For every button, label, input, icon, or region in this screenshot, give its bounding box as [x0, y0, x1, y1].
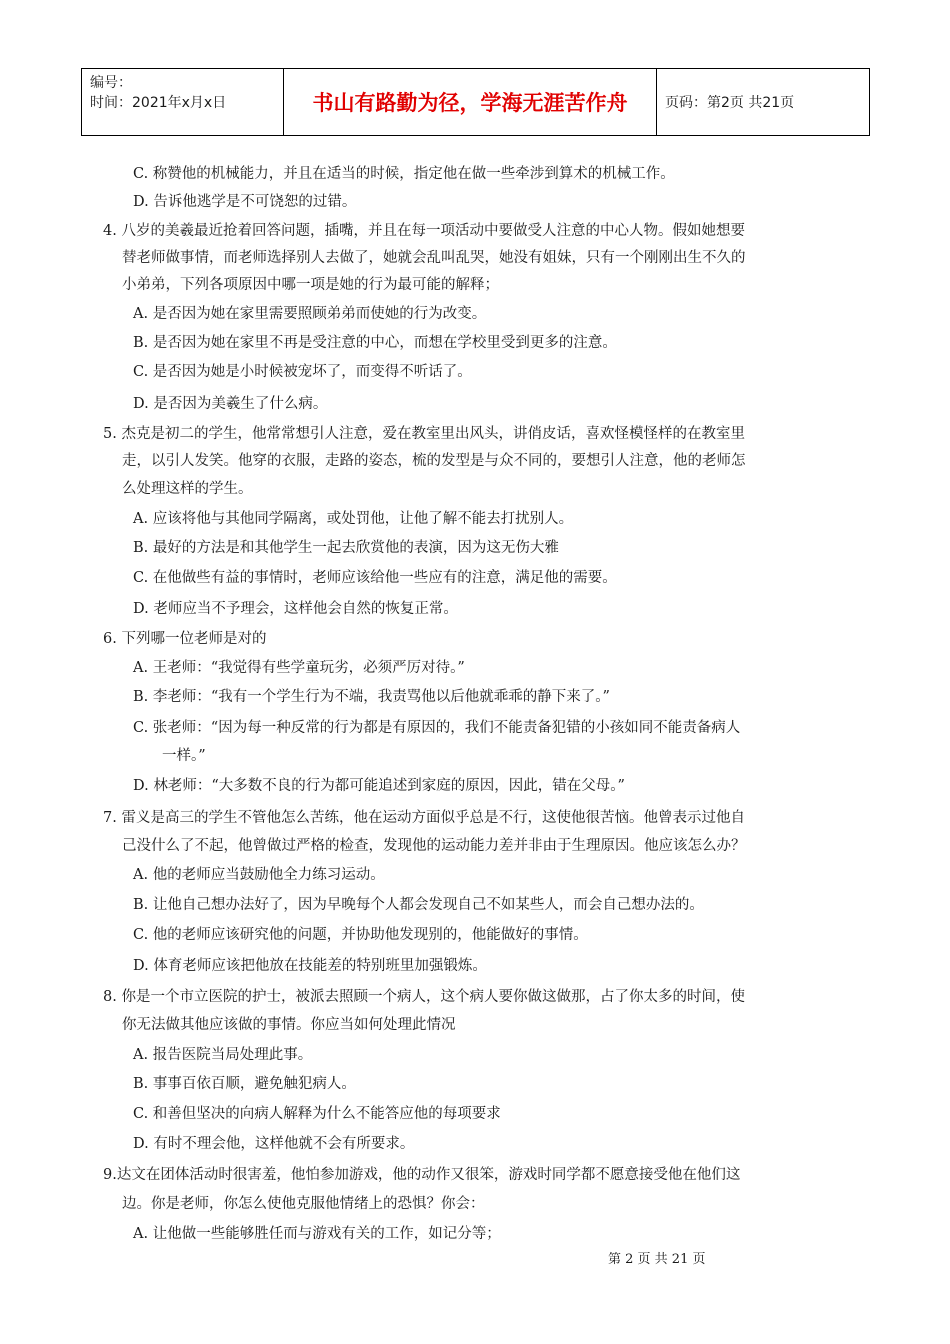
option-line: D. 林老师：“大多数不良的行为都可能追述到家庭的原因，因此，错在父母。”: [133, 778, 625, 794]
question-line: 9.达文在团体活动时很害羞，他怕参加游戏，他的动作又很笨，游戏时同学都不愿意接受他在他们这: [103, 1167, 741, 1183]
option-line: A. 王老师：“我觉得有些学童玩劣，必须严厉对待。”: [133, 660, 465, 676]
option-line: D. 体育老师应该把他放在技能差的特别班里加强锻炼。: [133, 958, 487, 974]
question-line: 8. 你是一个市立医院的护士，被派去照顾一个病人，这个病人要你做这做那，占了你太多的时间，使: [103, 989, 745, 1005]
option-line: A. 应该将他与其他同学隔离，或处罚他，让他了解不能去打扰别人。: [133, 511, 574, 527]
header-meta: [82, 69, 284, 135]
option-line: C. 是否因为她是小时候被宠坏了，而变得不听话了。: [133, 364, 472, 380]
question-line: 走，以引人发笑。他穿的衣服，走路的姿态，梳的发型是与众不同的，要想引人注意，他的老师怎: [122, 453, 746, 469]
option-line: C. 他的老师应该研究他的问题，并协助他发现别的，他能做好的事情。: [133, 927, 588, 943]
option-line: B. 是否因为她在家里不再是受注意的中心，而想在学校里受到更多的注意。: [133, 335, 617, 351]
option-line: D. 老师应当不予理会，这样他会自然的恢复正常。: [133, 601, 458, 617]
page-footer: 第 2 页 共 21 页: [608, 1252, 706, 1267]
question-line: 替老师做事情，而老师选择别人去做了，她就会乱叫乱哭，她没有姐妹，只有一个刚刚出生不久的: [122, 250, 746, 266]
question-line: 5. 杰克是初二的学生，他常常想引人注意，爱在教室里出风头，讲俏皮话，喜欢怪模怪样的在教室里: [103, 426, 745, 442]
header-table: [81, 68, 870, 136]
question-line: 4. 八岁的美羲最近抢着回答问题，插嘴，并且在每一项活动中要做受人注意的中心人物。假如她想要: [103, 223, 745, 239]
option-line: A. 是否因为她在家里需要照顾弟弟而使她的行为改变。: [133, 306, 487, 322]
option-line: A. 让他做一些能够胜任而与游戏有关的工作，如记分等；: [133, 1226, 501, 1242]
option-line: D. 有时不理会他，这样他就不会有所要求。: [133, 1136, 415, 1152]
question-line: 6. 下列哪一位老师是对的: [103, 631, 267, 647]
time-label: 时间：2021年x月x日: [90, 95, 227, 111]
number-label: 编号：: [90, 75, 132, 91]
question-line: 己没什么了不起，他曾做过严格的检查，发现他的运动能力差并非由于生理原因。他应该怎么办？: [122, 838, 746, 854]
page-info: 页码：第2页 共21页: [665, 95, 795, 111]
question-line: 小弟弟，下列各项原因中哪一项是她的行为最可能的解释；: [122, 277, 499, 293]
option-line: D. 告诉他逃学是不可饶恕的过错。: [133, 194, 357, 210]
option-line: B. 事事百依百顺，避免触犯病人。: [133, 1076, 356, 1092]
question-line: 7. 雷义是高三的学生不管他怎么苦练，他在运动方面似乎总是不行，这使他很苦恼。他曾表示过他自: [103, 810, 745, 826]
question-line: 你无法做其他应该做的事情。你应当如何处理此情况: [122, 1017, 456, 1033]
option-line: A. 报告医院当局处理此事。: [133, 1047, 313, 1063]
option-line: C. 称赞他的机械能力，并且在适当的时候，指定他在做一些牵涉到算术的机械工作。: [133, 166, 675, 182]
option-line: 一样。”: [162, 748, 206, 764]
question-line: 么处理这样的学生。: [122, 481, 253, 497]
question-line: 边。你是老师，你怎么使他克服他情绪上的恐惧？你会：: [122, 1196, 485, 1212]
option-line: D. 是否因为美羲生了什么病。: [133, 396, 328, 412]
option-line: B. 李老师：“我有一个学生行为不端，我责骂他以后他就乖乖的静下来了。”: [133, 689, 610, 705]
option-line: C. 在他做些有益的事情时，老师应该给他一些应有的注意，满足他的需要。: [133, 570, 617, 586]
motto: 书山有路勤为径，学海无涯苦作舟: [284, 69, 657, 135]
option-line: B. 让他自己想办法好了，因为早晚每个人都会发现自己不如某些人，而会自己想办法的。: [133, 897, 704, 913]
option-line: A. 他的老师应当鼓励他全力练习运动。: [133, 867, 385, 883]
option-line: C. 张老师：“因为每一种反常的行为都是有原因的，我们不能责备犯错的小孩如同不能责备病人: [133, 720, 741, 736]
option-line: C. 和善但坚决的向病人解释为什么不能答应他的每项要求: [133, 1106, 501, 1122]
option-line: B. 最好的方法是和其他学生一起去欣赏他的表演，因为这无伤大雅: [133, 540, 559, 556]
